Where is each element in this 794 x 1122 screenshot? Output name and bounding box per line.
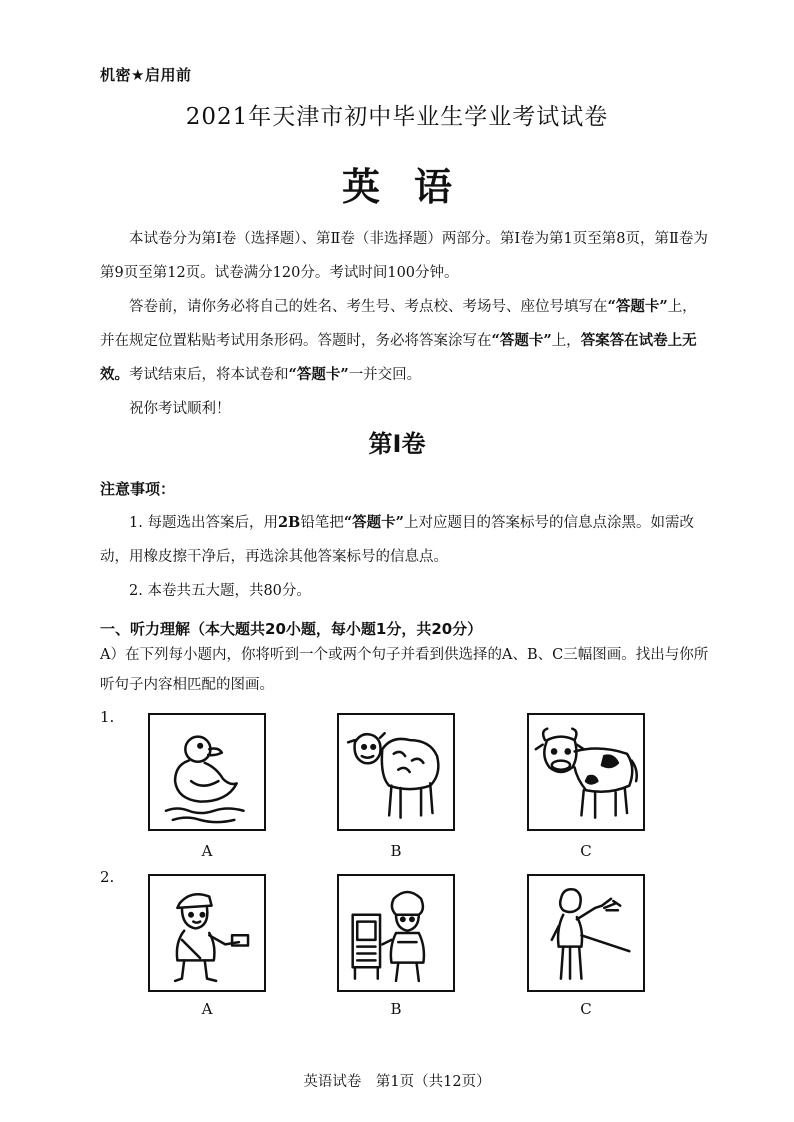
page-footer: 英语试卷 第1页（共12页） [303,1074,491,1090]
cook-icon [339,876,453,990]
option-label-2c: C [580,1000,592,1018]
option-label-1a: A [201,842,213,860]
subject-title: 英语 [341,165,486,209]
cow-icon [529,715,643,829]
notice-item-1: 1. 每题选出答案后，用2B铅笔把“答题卡”上对应题目的答案标号的信息点涂黑。如需改动，用橡皮擦干净后，再选涂其他答案标号的信息点。 [100,514,694,565]
section-heading: 一、听力理解（本大题共20小题，每小题1分，共20分） [100,620,483,638]
volume-title: 第Ⅰ卷 [368,430,426,458]
option-label-2a: A [201,1000,213,1018]
option-picture-1c[interactable] [527,713,645,831]
notice-list [100,506,710,608]
option-picture-2c[interactable] [527,874,645,992]
section-instruction: A）在下列每小题内，你将听到一个或两个句子并看到供选择的A、B、C三幅图画。找出与你所听句子内容相匹配的图画。 [100,647,709,693]
teacher-icon [529,876,643,990]
option-picture-1b[interactable] [337,713,455,831]
option-picture-2b[interactable] [337,874,455,992]
question-number: 2. [100,868,115,886]
postman-icon [150,876,264,990]
instructions [100,222,710,426]
option-label-1c: C [580,842,592,860]
question-number: 1. [100,708,115,726]
option-picture-2a[interactable] [148,874,266,992]
option-label-2b: B [390,1000,402,1018]
instructions-para-2: 答卷前，请你务必将自己的姓名、考生号、考点校、考场号、座位号填写在“答题卡”上，并在规定位置粘贴考试用条形码。答题时，务必将答案涂写在“答题卡”上，答案答在试卷上无效。考试结束后，将本试卷和“答题卡”一并交回。 [100,298,697,383]
instructions-para-3: 祝你考试顺利！ [129,401,231,417]
notice-item-2: 2. 本卷共五大题，共80分。 [129,583,311,599]
notice-heading: 注意事项： [100,480,176,498]
option-picture-1a[interactable] [148,713,266,831]
instructions-para-1: 本试卷分为第Ⅰ卷（选择题）、第Ⅱ卷（非选择题）两部分。第Ⅰ卷为第1页至第8页，第Ⅱ卷为第9页至第12页。试卷满分120分。考试时间100分钟。 [100,231,708,281]
option-label-1b: B [390,842,402,860]
confidential-mark: 机密★启用前 [100,66,192,84]
duck-icon [150,715,264,829]
sheep-icon [339,715,453,829]
exam-title: 2021年天津市初中毕业生学业考试试卷 [185,104,609,130]
